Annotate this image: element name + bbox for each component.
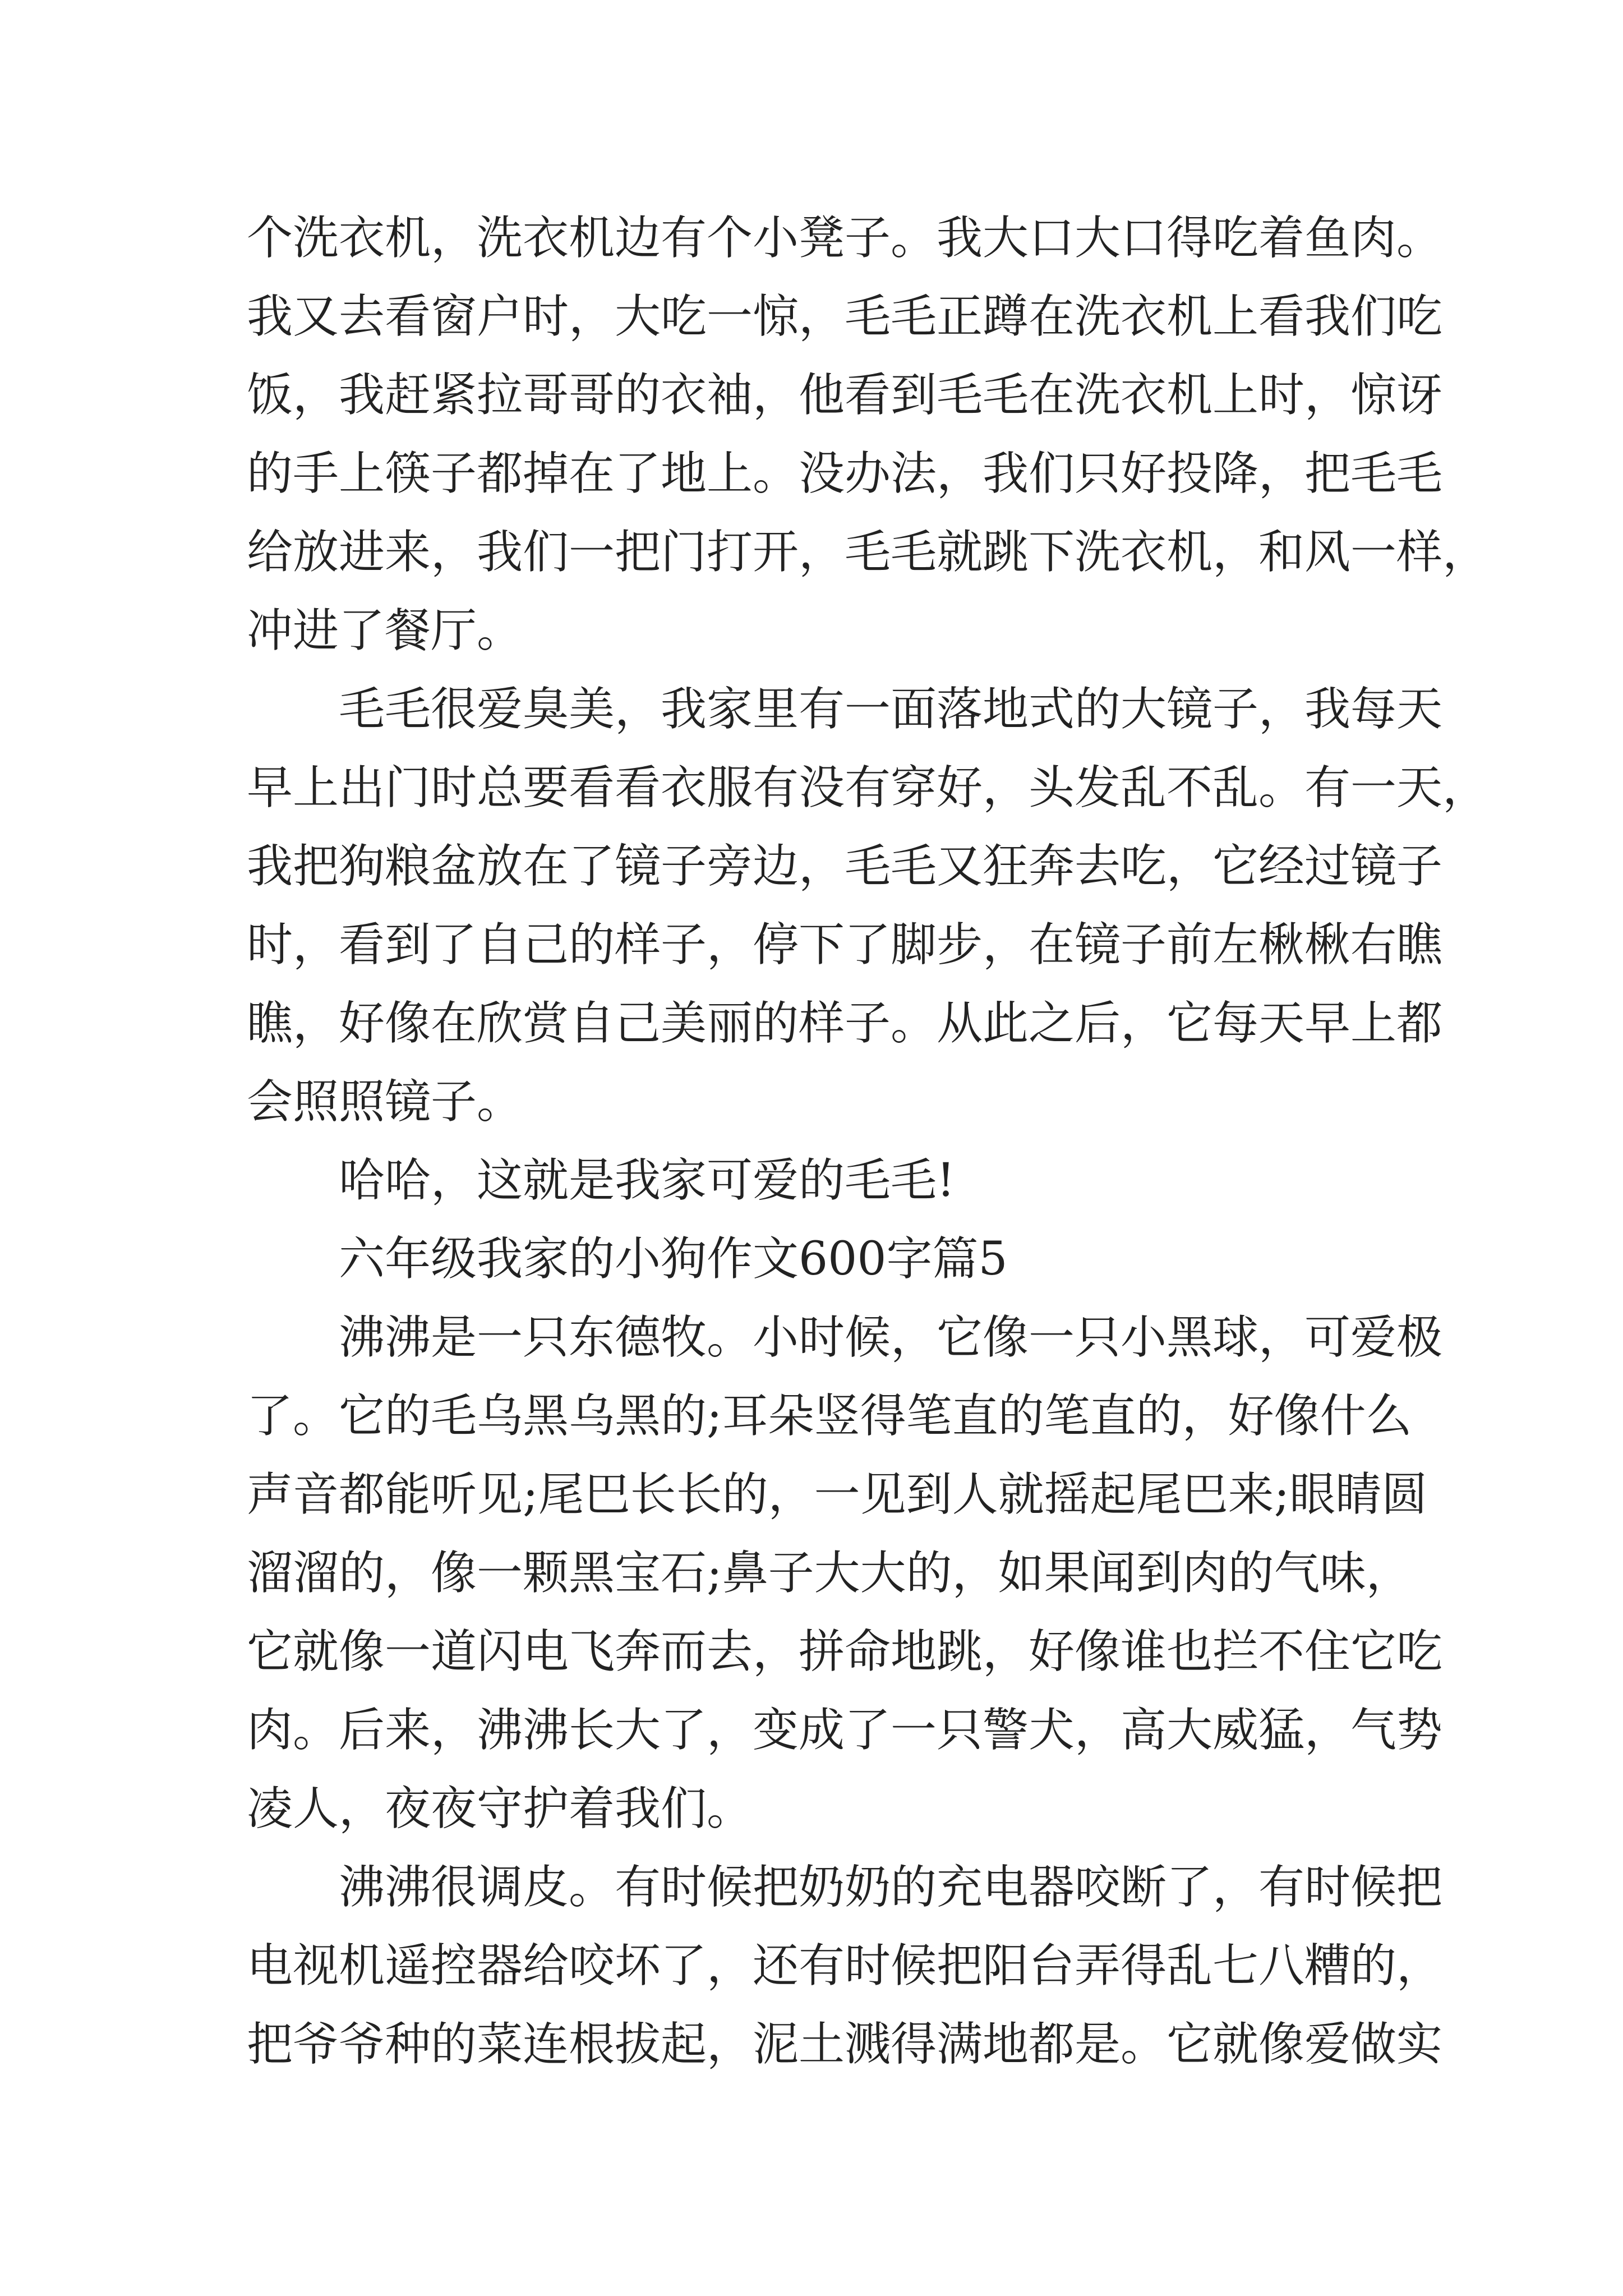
text-line: 凌人，夜夜守护着我们。: [247, 1782, 753, 1835]
text-line: 沸沸很调皮。有时候把奶奶的充电器咬断了，有时候把: [339, 1861, 1443, 1914]
text-line: 早上出门时总要看看衣服有没有穿好，头发乱不乱。有一天，: [247, 761, 1489, 815]
text-line: 我把狗粮盆放在了镜子旁边，毛毛又狂奔去吃，它经过镜子: [247, 840, 1443, 893]
text-line: 会照照镜子。: [247, 1075, 523, 1129]
text-line: 电视机遥控器给咬坏了，还有时候把阳台弄得乱七八糟的，: [247, 1939, 1443, 1993]
text-line: 我又去看窗户时，大吃一惊，毛毛正蹲在洗衣机上看我们吃: [247, 290, 1443, 343]
text-line: 时，看到了自己的样子，停下了脚步，在镜子前左楸楸右瞧: [247, 918, 1443, 972]
text-line: 声音都能听见;尾巴长长的，一见到人就摇起尾巴来;眼睛圆: [247, 1468, 1428, 1521]
text-line: 毛毛很爱臭美，我家里有一面落地式的大镜子，我每天: [339, 683, 1443, 736]
text-line: 把爷爷种的菜连根拔起，泥土溅得满地都是。它就像爱做实: [247, 2018, 1443, 2071]
text-line: 给放进来，我们一把门打开，毛毛就跳下洗衣机，和风一样，: [247, 526, 1489, 579]
text-line: 了。它的毛乌黑乌黑的;耳朵竖得笔直的笔直的，好像什么: [247, 1389, 1412, 1443]
text-line: 哈哈，这就是我家可爱的毛毛!: [339, 1154, 955, 1207]
text-line: 瞧，好像在欣赏自己美丽的样子。从此之后，它每天早上都: [247, 997, 1443, 1050]
text-line: 冲进了餐厅。: [247, 604, 523, 657]
text-line: 沸沸是一只东德牧。小时候，它像一只小黑球，可爱极: [339, 1311, 1443, 1364]
text-line: 个洗衣机，洗衣机边有个小凳子。我大口大口得吃着鱼肉。: [247, 211, 1443, 265]
text-line: 六年级我家的小狗作文600字篇5: [339, 1232, 1008, 1286]
text-line: 肉。后来，沸沸长大了，变成了一只警犬，高大威猛，气势: [247, 1704, 1443, 1757]
text-line: 它就像一道闪电飞奔而去，拼命地跳，好像谁也拦不住它吃: [247, 1625, 1443, 1678]
text-line: 的手上筷子都掉在了地上。没办法，我们只好投降，把毛毛: [247, 447, 1443, 500]
text-line: 饭，我赶紧拉哥哥的衣袖，他看到毛毛在洗衣机上时，惊讶: [247, 369, 1443, 422]
document-body: [247, 199, 1489, 2084]
text-line: 溜溜的，像一颗黑宝石;鼻子大大的，如果闻到肉的气味，: [247, 1547, 1412, 1600]
